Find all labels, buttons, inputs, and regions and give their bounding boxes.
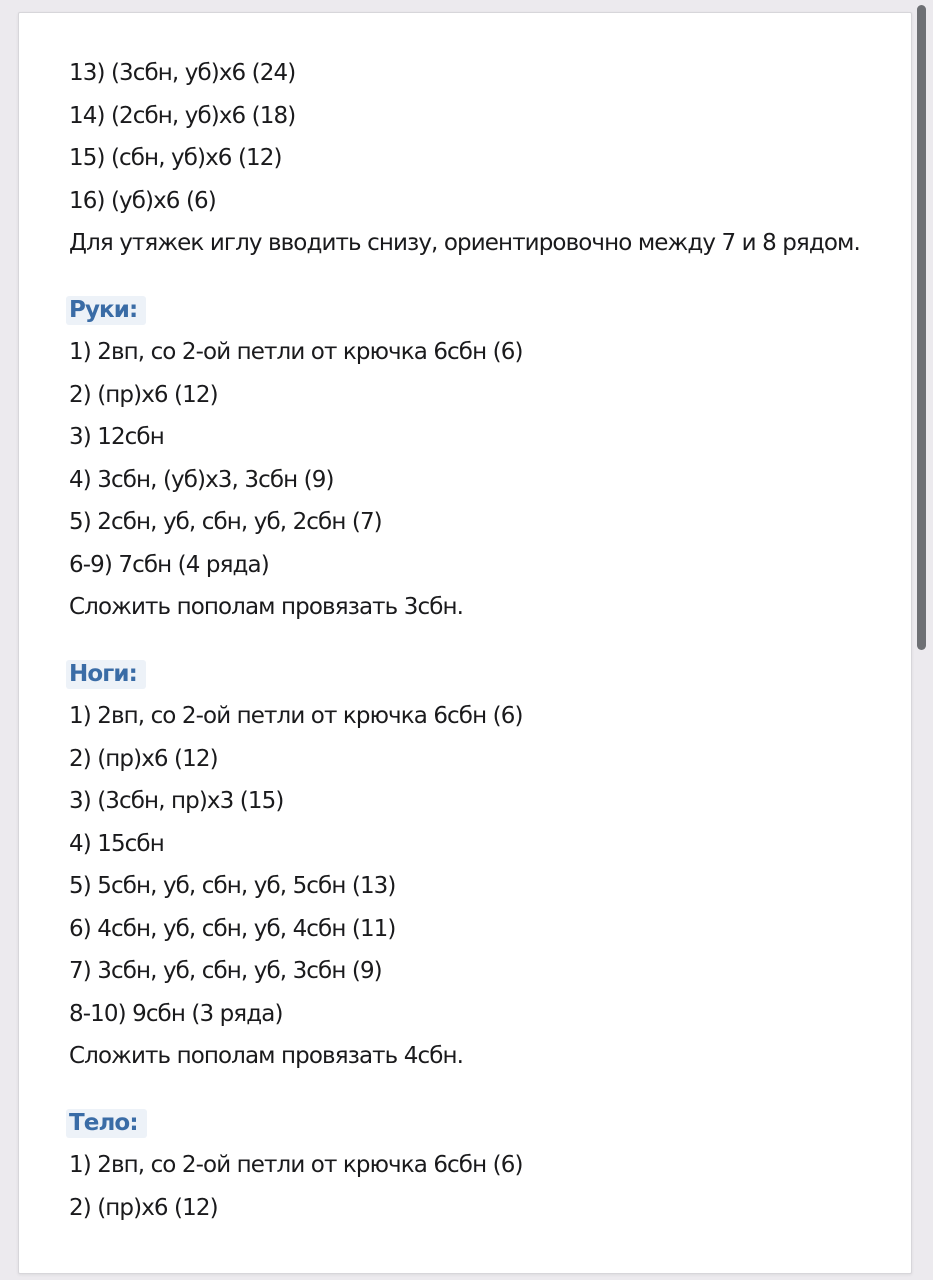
- pattern-line: 4) 3сбн, (уб)х3, 3сбн (9): [69, 466, 334, 493]
- pattern-line: 15) (сбн, уб)х6 (12): [69, 145, 282, 171]
- pattern-line: Для утяжек иглу вводить снизу, ориентировочно между 7 и 8 рядом.: [69, 230, 860, 256]
- section-heading: Тело:: [69, 1102, 881, 1145]
- pattern-line: 2) (пр)х6 (12): [69, 745, 218, 772]
- pattern-line: 8-10) 9сбн (3 ряда): [69, 1000, 283, 1027]
- section-heading: Руки:: [69, 289, 881, 332]
- pattern-line: 3) 12сбн: [69, 424, 164, 450]
- pattern-line: 6) 4сбн, уб, сбн, уб, 4сбн (11): [69, 915, 396, 942]
- pattern-line: Сложить пополам провязать 4сбн.: [69, 1043, 464, 1069]
- pattern-line: 5) 2сбн, уб, сбн, уб, 2сбн (7): [69, 509, 382, 535]
- pattern-line: 1) 2вп, со 2-ой петли от крючка 6сбн (6): [69, 1152, 523, 1178]
- pattern-line: 1) 2вп, со 2-ой петли от крючка 6сбн (6): [69, 703, 523, 729]
- pattern-line: 4) 15сбн: [69, 830, 164, 857]
- pattern-line: 1) 2вп, со 2-ой петли от крючка 6сбн (6): [69, 339, 523, 365]
- scrollbar-thumb[interactable]: [917, 5, 926, 650]
- pattern-line: 6-9) 7сбн (4 ряда): [69, 551, 269, 578]
- pattern-line: 2) (пр)х6 (12): [69, 381, 218, 408]
- pattern-line: Сложить пополам провязать 3сбн.: [69, 594, 464, 620]
- pattern-line: 14) (2сбн, уб)х6 (18): [69, 102, 296, 129]
- pattern-line: 13) (3сбн, уб)х6 (24): [69, 60, 296, 86]
- pattern-line: 16) (уб)х6 (6): [69, 187, 216, 214]
- pattern-text: [19, 13, 911, 1229]
- pattern-line: 5) 5сбн, уб, сбн, уб, 5сбн (13): [69, 873, 396, 899]
- document-page: [18, 12, 912, 1274]
- pattern-line: 2) (пр)х6 (12): [69, 1194, 218, 1221]
- section-heading: Ноги:: [69, 653, 881, 696]
- pattern-line: 3) (3сбн, пр)х3 (15): [69, 788, 284, 814]
- pattern-line: 7) 3сбн, уб, сбн, уб, 3сбн (9): [69, 958, 382, 984]
